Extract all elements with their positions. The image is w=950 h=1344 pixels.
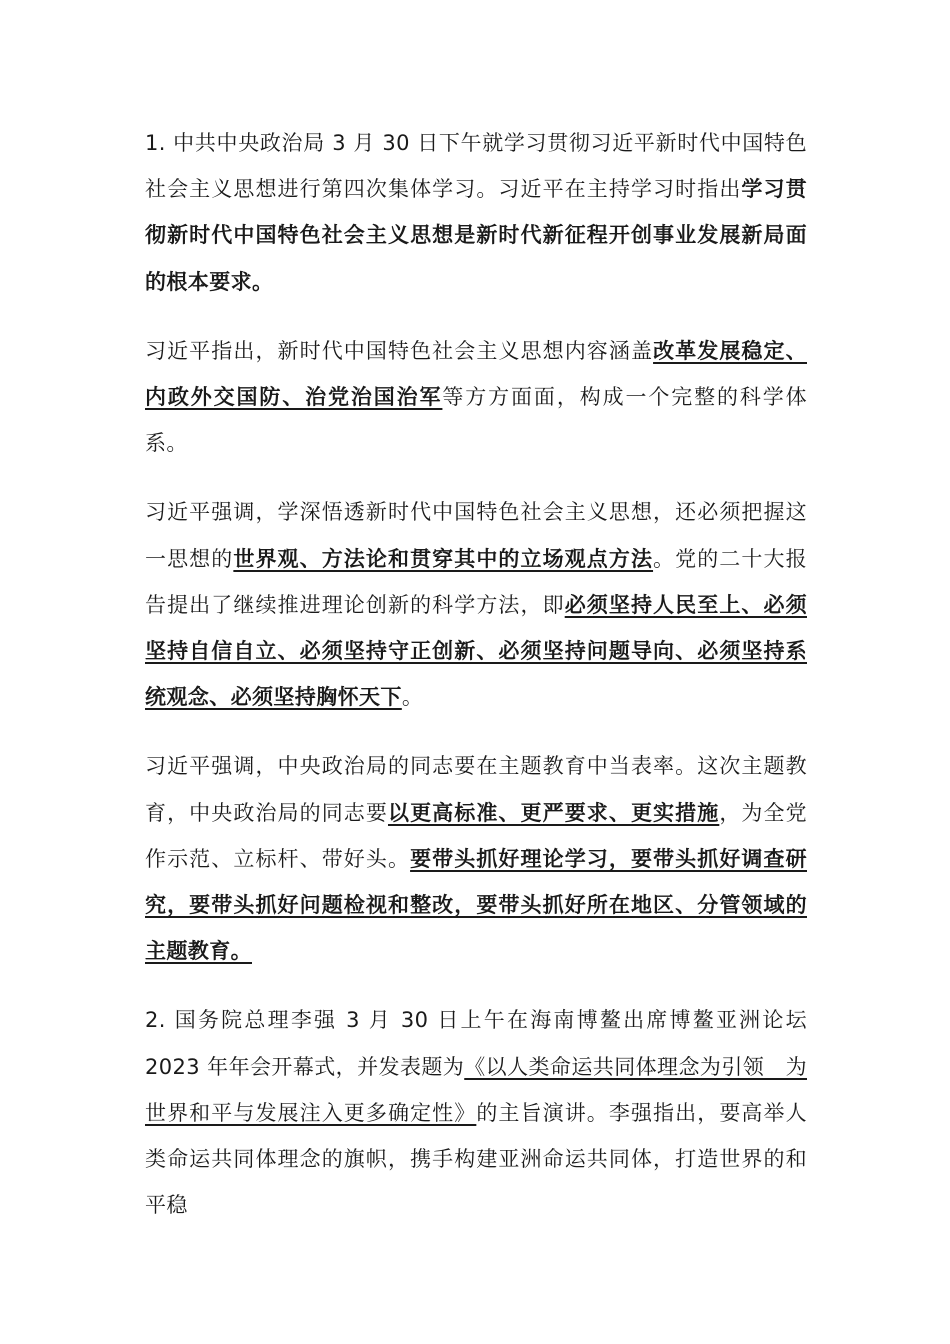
bold-text-run: 学习贯彻新时代中国特色社会主义思想是新时代新征程开创事业发展新局面的根本要求。 <box>145 177 807 294</box>
text-run: 习近平强调，中央政治局的同志要在主题教育中当表率。这次主题教育，中央政治局的同志要 <box>145 754 807 825</box>
text-run: 。 <box>401 685 424 710</box>
bold-underline-text-run: 世界观、方法论和贯穿其中的立场观点方法 <box>233 546 654 571</box>
underline-text-run: 《以人类命运共同体理念为引领 为世界和平与发展注入更多确定性》 <box>145 1054 807 1125</box>
text-run: 习近平强调，学深悟透新时代中国特色社会主义思想，还必须把握这一思想的 <box>145 500 807 571</box>
bold-underline-text-run: 以更高标准、更严要求、更实措施 <box>387 800 720 825</box>
text-run: 习近平指出，新时代中国特色社会主义思想内容涵盖 <box>145 338 654 363</box>
text-run: 2. 国务院总理李强 3 月 30 日上午在海南博鳌出席博鳌亚洲论坛 2023 年年会开幕式，并发表题为 <box>145 1008 807 1079</box>
bold-underline-text-run: 必须坚持人民至上、必须坚持自信自立、必须坚持守正创新、必须坚持问题导向、必须坚持系统观念、必须坚持胸怀天下 <box>145 592 807 710</box>
paragraph-2 <box>145 328 807 467</box>
paragraph-4 <box>145 743 807 974</box>
text-run: 。党的二十大报告提出了继续推进理论创新的科学方法，即 <box>145 546 807 617</box>
paragraph-5 <box>145 997 807 1228</box>
text-run: 1. 中共中央政治局 3 月 30 日下午就学习贯彻习近平新时代中国特色社会主义思想进行第四次集体学习。习近平在主持学习时指出 <box>145 131 807 202</box>
paragraph-1 <box>145 120 807 305</box>
text-run: 等方方面面，构成一个完整的科学体系。 <box>145 385 807 456</box>
paragraph-3 <box>145 489 807 720</box>
bold-underline-text-run: 要带头抓好理论学习，要带头抓好调查研究，要带头抓好问题检视和整改，要带头抓好所在地区、分管领域的主题教育。 <box>145 846 807 964</box>
text-run: ，为全党作示范、立标杆、带好头。 <box>145 800 807 871</box>
text-run: 的主旨演讲。李强指出，要高举人类命运共同体理念的旗帜，携手构建亚洲命运共同体，打造世界的和平稳 <box>145 1100 807 1218</box>
bold-underline-text-run: 改革发展稳定、内政外交国防、治党治国治军 <box>145 338 807 410</box>
document-body <box>145 120 807 1228</box>
